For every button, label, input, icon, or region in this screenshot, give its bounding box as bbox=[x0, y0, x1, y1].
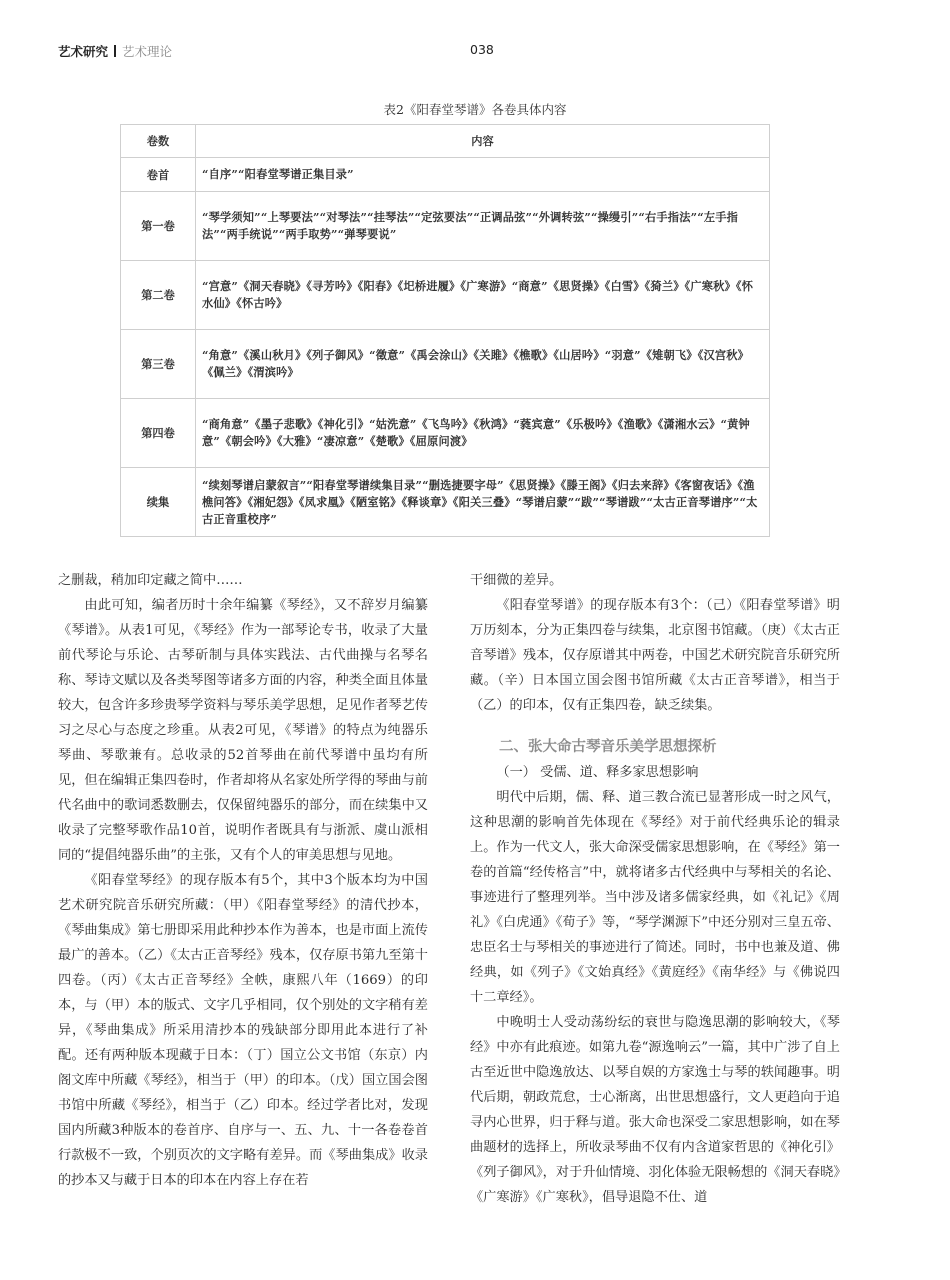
section-name: 艺术理论 bbox=[122, 44, 173, 59]
header-content: 内容 bbox=[196, 125, 770, 158]
table-row bbox=[121, 330, 770, 399]
header-volume: 卷数 bbox=[121, 125, 196, 158]
header-divider bbox=[114, 45, 116, 57]
table-row bbox=[121, 158, 770, 192]
journal-name: 艺术研究 bbox=[58, 44, 109, 59]
left-column bbox=[58, 568, 428, 1193]
content-cell: “自序”“阳春堂琴谱正集目录” bbox=[196, 158, 770, 192]
paragraph: 由此可知，编者历时十余年编纂《琴经》，又不辞岁月编纂《琴谱》。从表1可见，《琴经》作为一部琴论专书，收录了大量前代琴论与乐论、古琴斫制与具体实践法、古代曲操与名琴名称、琴诗文赋以及各类琴图等诸多方面的内容，种类全面且体量较大，包含许多珍贵琴学资料与琴乐美学思想，足见作者琴艺传习之尽心与态度之珍重。从表2可见，《琴谱》的特点为纯器乐琴曲、琴歌兼有。总收录的52首琴曲在前代琴谱中虽均有所见，但在编辑正集四卷时，作者却将从名家处所学得的琴曲与前代名曲中的歌词悉数删去，仅保留纯器乐的部分，而在续集中又收录了完整琴歌作品10首，说明作者既具有与浙派、虞山派相同的“提倡纯器乐曲”的主张，又有个人的审美思想与见地。 bbox=[58, 598, 428, 863]
paragraph: 《阳春堂琴经》的现存版本有5个，其中3个版本均为中国艺术研究院音乐研究所藏：（甲）《阳春堂琴经》的清代抄本，《琴曲集成》第七册即采用此种抄本作为善本，也是市面上流传最广的善本。（乙）《太古正音琴经》残本，仅存原书第九至第十四卷。（丙）《太古正音琴经》全帙，康熙八年（1669）的印本，与（甲）本的版式、文字几乎相同，仅个别处的文字稍有差异，《琴曲集成》所采用清抄本的残缺部分即用此本进行了补配。还有两种版本现藏于日本：（丁）国立公文书馆（东京）内阁文库中所藏《琴经》，相当于（甲）的印本。（戊）国立国会图书馆中所藏《琴经》，相当于（乙）印本。经过学者比对，发现国内所藏3种版本的卷首序、自序与一、五、九、十一各卷卷首行款极不一致，个别页次的文字略有差异。而《琴曲集成》收录的抄本又与藏于日本的印本在内容上存在若 bbox=[58, 873, 428, 1188]
content-cell: “续刻琴谱启蒙叙言”“阳春堂琴谱续集目录”“删选捷要字母”《思贤操》《滕王阁》《归去来辞》《客窗夜话》《渔樵问答》《湘妃怨》《凤求凰》《陋室铭》《释谈章》《阳关三叠》“琴谱启蒙”“跋”“琴谱跋”“太古正音琴谱序”“太古正音重校序” bbox=[196, 468, 770, 537]
volume-cell: 第二卷 bbox=[121, 261, 196, 330]
volume-cell: 第四卷 bbox=[121, 399, 196, 468]
table-row bbox=[121, 399, 770, 468]
table-header-row bbox=[121, 125, 770, 158]
right-column bbox=[470, 568, 840, 1210]
volume-cell: 第三卷 bbox=[121, 330, 196, 399]
table-row bbox=[121, 468, 770, 537]
table-row bbox=[121, 261, 770, 330]
paragraph: 《阳春堂琴谱》的现存版本有3个：（己）《阳春堂琴谱》明万历刻本，分为正集四卷与续集，北京图书馆藏。（庚）《太古正音琴谱》残本，仅存原谱其中两卷，中国艺术研究院音乐研究所藏。（辛）日本国立国会图书馆所藏《太古正音琴谱》，相当于（乙）的印本，仅有正集四卷，缺乏续集。 bbox=[470, 598, 840, 713]
table-row bbox=[121, 192, 770, 261]
content-cell: “宫意”《洞天春晓》《寻芳吟》《阳春》《圯桥进履》《广寒游》“商意”《思贤操》《白雪》《猗兰》《广寒秋》《怀水仙》《怀古吟》 bbox=[196, 261, 770, 330]
volume-content-table bbox=[120, 124, 770, 537]
paragraph: 之删裁，稍加印定藏之简中…… bbox=[58, 573, 243, 588]
table-caption: 表2《阳春堂琴谱》各卷具体内容 bbox=[383, 102, 567, 117]
paragraph: 明代中后期，儒、释、道三教合流已显著形成一时之风气，这种思潮的影响首先体现在《琴经》对于前代经典乐论的辑录上。作为一代文人，张大命深受儒家思想影响，在《琴经》第一卷的首篇“经传格言”中，就将诸多古代经典中与琴相关的名论、事迹进行了整理列举。当中涉及诸多儒家经典，如《礼记》《周礼》《白虎通》《荀子》等，“琴学渊源下”中还分别对三皇五帝、忠臣名士与琴相关的事迹进行了简述。同时，书中也兼及道、佛经典，如《列子》《文始真经》《黄庭经》《南华经》与《佛说四十二章经》。 bbox=[470, 790, 840, 1005]
paragraph: 中晚明士人受动荡纷纭的衰世与隐逸思潮的影响较大，《琴经》中亦有此痕迹。如第九卷“源逸响云”一篇，其中广涉了自上古至近世中隐逸放达、以琴自娱的方家逸士与琴的轶闻趣事。明代后期，朝政荒怠，士心渐离，出世思想盛行，文人更趋向于追寻内心世界，归于释与道。张大命也深受二家思想影响，如在琴曲题材的选择上，所收录琴曲不仅有内含道家哲思的《神化引》《列子御风》，对于升仙情境、羽化体验无限畅想的《洞天春晓》《广寒游》《广寒秋》，倡导退隐不仕、道 bbox=[470, 1015, 840, 1205]
volume-cell: 续集 bbox=[121, 468, 196, 537]
page-header bbox=[58, 42, 892, 62]
subsection-heading: （一） 受儒、道、释多家思想影响 bbox=[496, 765, 699, 780]
section-heading: 二、张大命古琴音乐美学思想探析 bbox=[499, 738, 717, 755]
paragraph: 干细微的差异。 bbox=[470, 573, 563, 588]
volume-cell: 卷首 bbox=[121, 158, 196, 192]
content-cell: “角意”《溪山秋月》《列子御风》“徵意”《禹会涂山》《关雎》《樵歌》《山居吟》“羽意”《雉朝飞》《汉宫秋》《佩兰》《渭滨吟》 bbox=[196, 330, 770, 399]
content-cell: “琴学须知”“上琴要法”“对琴法”“挂琴法”“定弦要法”“正调品弦”“外调转弦”“操缦引”“右手指法”“左手指法”“两手统说”“两手取势”“弹琴要说” bbox=[196, 192, 770, 261]
content-cell: “商角意”《墨子悲歌》《神化引》“姑洗意”《飞鸟吟》《秋鸿》“蕤宾意”《乐极吟》《渔歌》《潇湘水云》“黄钟意”《朝会吟》《大雅》“凄凉意”《楚歌》《屈原问渡》 bbox=[196, 399, 770, 468]
volume-cell: 第一卷 bbox=[121, 192, 196, 261]
page-number: 038 bbox=[470, 42, 494, 57]
